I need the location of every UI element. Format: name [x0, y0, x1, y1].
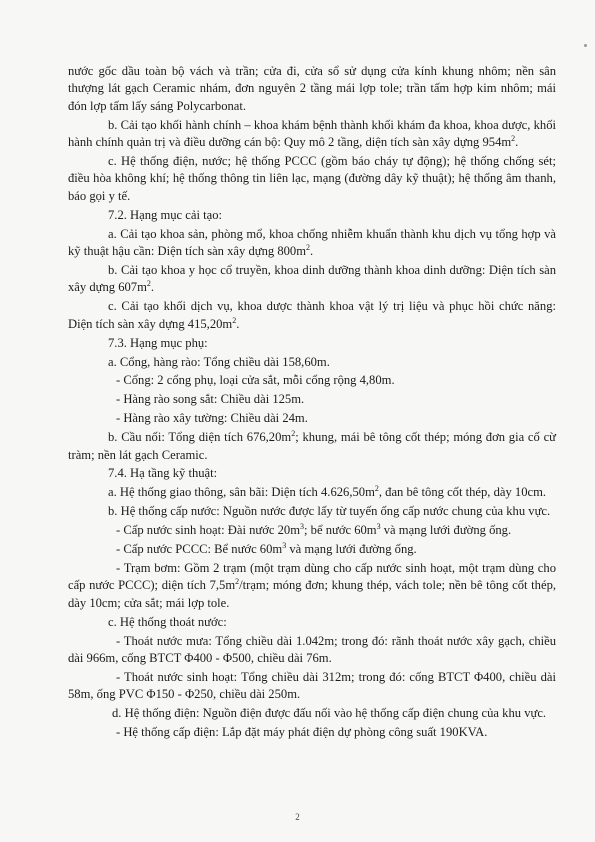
paragraph-text-cont: ; bể nước 60m [304, 523, 377, 538]
paragraph [68, 117, 556, 152]
paragraph-text: - Hàng rào song sắt: Chiều dài 125m. [116, 392, 305, 407]
paragraph [68, 503, 556, 520]
superscript: 2 [146, 279, 151, 289]
paragraph [68, 633, 556, 668]
paragraph-text: - Hệ thống cấp điện: Lắp đặt máy phát điện dự phòng công suất 190KVA. [116, 725, 488, 740]
paragraph-text-cont: và mạng lưới đường ống. [380, 523, 512, 538]
paragraph-text: 7.3. Hạng mục phụ: [108, 335, 208, 350]
paragraph [68, 335, 556, 352]
page-number: 2 [295, 812, 300, 822]
paragraph-text: - Cấp nước sinh hoạt: Đài nước 20m [116, 523, 301, 538]
paragraph [68, 354, 556, 371]
paragraph-text: 7.2. Hạng mục cải tạo: [108, 207, 223, 222]
paragraph [68, 262, 556, 297]
superscript: 2 [306, 242, 311, 252]
paragraph-text: a. Hệ thống giao thông, sân bãi: Diện tích 4.626,50m [108, 485, 375, 500]
paragraph-text-cont: /trạm; móng đơn; khung thép, vách tole; nền bê tông cốt thép, dày 10cm; cửa sắt; mái lợp tole. [68, 578, 557, 610]
paragraph-text: a. Cổng, hàng rào: Tổng chiều dài 158,60m. [108, 354, 330, 369]
paragraph [68, 465, 556, 482]
paragraph-text-cont: và mạng lưới đường ống. [286, 542, 417, 557]
paragraph-text: - Hàng rào xây tường: Chiều dài 24m. [116, 411, 308, 426]
paragraph [68, 484, 556, 501]
paragraph-text-cont: . [515, 135, 519, 150]
paragraph-text: - Thoát nước sinh hoạt: Tổng chiều dài 312m; trong đó: cống BTCT Φ400, chiều dài 58m, ống PVC Φ150 - Φ250, chiều dài 250m. [68, 669, 556, 702]
paragraph-text: b. Cải tạo khối hành chính – khoa khám bệnh thành khối khám đa khoa, khoa dược, khối hành chính quản trị và điều dưỡng cán bộ: Quy mô 2 tầng, diện tích sàn xây dựng 954m [68, 117, 556, 150]
paragraph [68, 63, 556, 115]
paragraph-text: b. Cầu nối: Tổng diện tích 676,20m [108, 430, 292, 445]
superscript: 3 [300, 521, 305, 531]
paragraph-text: nước gốc dầu toàn bộ vách và trần; cửa đi, cửa sổ sử dụng cửa kính khung nhôm; nền sân thượng lát gạch Ceramic nhám, đơn nguyên 2 tầng mái lợp tole; trần tấm hợp kim nhôm; mái đón lợp tấm lấy sáng Polycarbonat. [68, 64, 556, 113]
superscript: 3 [376, 521, 381, 531]
paragraph [68, 705, 556, 722]
paragraph [68, 391, 556, 408]
scan-speck [584, 44, 587, 47]
paragraph [68, 522, 556, 539]
body-text [68, 63, 556, 743]
paragraph [68, 669, 556, 704]
paragraph [68, 226, 556, 261]
paragraph-text: c. Cải tạo khối dịch vụ, khoa dược thành khoa vật lý trị liệu và phục hồi chức năng: Diện tích sàn xây dựng 415,20m [68, 299, 556, 331]
paragraph-text: c. Hệ thống thoát nước: [108, 614, 227, 629]
paragraph-text: b. Cải tạo khoa y học cổ truyền, khoa dinh dưỡng thành khoa dinh dưỡng: Diện tích sàn xây dựng 607m [68, 262, 556, 295]
paragraph-text-cont: . [236, 316, 240, 331]
paragraph [68, 429, 556, 464]
paragraph-text: - Cấp nước PCCC: Bể nước 60m [116, 542, 283, 557]
paragraph-text-cont: , đan bê tông cốt thép, dày 10cm. [378, 485, 547, 500]
superscript: 2 [235, 577, 240, 587]
paragraph [68, 410, 556, 427]
paragraph-text: 7.4. Hạ tầng kỹ thuật: [108, 466, 218, 481]
paragraph-text: - Trạm bơm: Gồm 2 trạm (một trạm dùng cho cấp nước sinh hoạt, một trạm dùng cho cấp nước PCCC); diện tích 7,5m [68, 560, 556, 593]
paragraph [68, 207, 556, 224]
paragraph-text: b. Hệ thống cấp nước: Nguồn nước được lấy từ tuyến ống cấp nước chung của khu vực. [108, 504, 551, 519]
paragraph [68, 560, 556, 612]
paragraph-text: d. Hệ thống điện: Nguồn điện được đấu nối vào hệ thống cấp điện chung của khu vực. [112, 706, 547, 721]
paragraph [68, 372, 556, 389]
paragraph [68, 724, 556, 741]
paragraph-text: c. Hệ thống điện, nước; hệ thống PCCC (gồm báo cháy tự động); hệ thống chống sét; điều hòa không khí; hệ thống thông tin liên lạc, mạng (đường dây kỹ thuật); hệ thống âm thanh, báo gọi y tế. [68, 154, 556, 203]
paragraph [68, 298, 556, 333]
paragraph-text: a. Cải tạo khoa sản, phòng mổ, khoa chống nhiễm khuẩn thành khu dịch vụ tổng hợp và kỹ thuật hậu cần: Diện tích sàn xây dựng 800m [68, 226, 556, 259]
superscript: 3 [282, 540, 287, 550]
superscript: 2 [232, 315, 237, 325]
superscript: 2 [291, 428, 296, 438]
paragraph-text-cont: . [310, 244, 314, 259]
paragraph-text-cont: ; khung, mái bê tông cốt thép; móng đơn gia cố cừ tràm; nền lát gạch Ceramic. [68, 430, 556, 462]
paragraph [68, 614, 556, 631]
paragraph-text: - Cổng: 2 cổng phụ, loại cửa sắt, mỗi cổng rộng 4,80m. [116, 373, 395, 388]
paragraph-text-cont: . [150, 280, 155, 295]
paragraph [68, 541, 556, 558]
paragraph [68, 153, 556, 205]
paragraph-text: - Thoát nước mưa: Tổng chiều dài 1.042m; trong đó: rãnh thoát nước xây gạch, chiều dài 966m, cống BTCT Φ400 - Φ500, chiều dài 76m. [68, 633, 556, 665]
superscript: 2 [511, 133, 516, 143]
superscript: 2 [374, 484, 379, 494]
